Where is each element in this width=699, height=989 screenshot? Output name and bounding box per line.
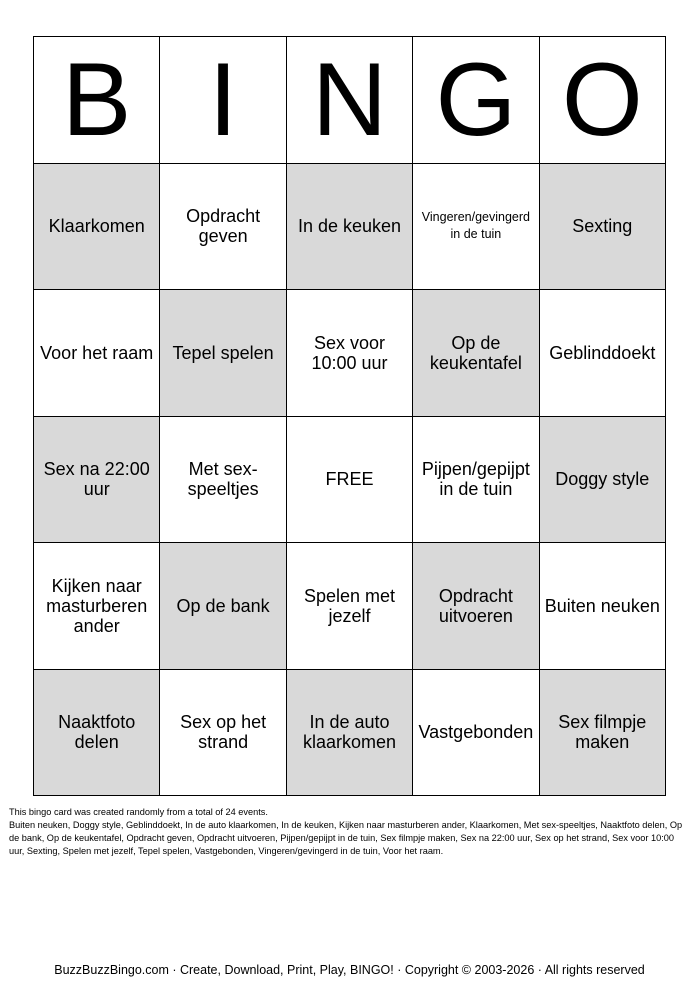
bingo-cell: In de auto klaarkomen [287,670,413,797]
bingo-cell: Spelen met jezelf [287,543,413,670]
header-letter-b: B [34,37,160,164]
bingo-cell: Sexting [540,164,666,291]
bingo-cell: Pijpen/gepijpt in de tuin [413,417,539,544]
bingo-cell: Sex filmpje maken [540,670,666,797]
card-description-intro: This bingo card was created randomly from a total of 24 events. [9,807,268,817]
bingo-cell: Klaarkomen [34,164,160,291]
bingo-cell: Doggy style [540,417,666,544]
bingo-cell: Buiten neuken [540,543,666,670]
header-letter-n: N [287,37,413,164]
card-description [9,806,689,858]
free-cell: FREE [287,417,413,544]
bingo-cell: Tepel spelen [160,290,286,417]
bingo-cell: Naaktfoto delen [34,670,160,797]
bingo-cell: Kijken naar masturberen ander [34,543,160,670]
bingo-cell: Opdracht uitvoeren [413,543,539,670]
bingo-cell: Vastgebonden [413,670,539,797]
bingo-cell: Op de bank [160,543,286,670]
bingo-cell: Sex op het strand [160,670,286,797]
header-letter-i: I [160,37,286,164]
bingo-cell: Sex voor 10:00 uur [287,290,413,417]
bingo-cell: Op de keukentafel [413,290,539,417]
bingo-cell: Met sex-speeltjes [160,417,286,544]
bingo-cell: Opdracht geven [160,164,286,291]
bingo-cell: Sex na 22:00 uur [34,417,160,544]
bingo-cell: In de keuken [287,164,413,291]
bingo-cell: Vingeren/gevingerd in de tuin [413,164,539,291]
header-letter-g: G [413,37,539,164]
header-letter-o: O [540,37,666,164]
bingo-card [33,36,666,796]
card-event-list: Buiten neuken, Doggy style, Geblinddoekt, In de auto klaarkomen, In de keuken, Kijken naar masturberen ander, Klaarkomen, Met sex-speeltjes, Naaktfoto delen, Op de bank, Op de keukentafel, Opdracht geven, Opdracht uitvoeren, Pijpen/gepijpt in de tuin, Sex filmpje maken, Sex na 22:00 uur, Sex op het strand, Sex voor 10:00 uur, Sexting, Spelen met jezelf, Tepel spelen, Vastgebonden, Vingeren/gevingerd in de tuin, Voor het raam. [9,820,683,856]
bingo-cell: Voor het raam [34,290,160,417]
site-footer: BuzzBuzzBingo.com · Create, Download, Print, Play, BINGO! · Copyright © 2003-2026 · All rights reserved [54,963,645,977]
bingo-cell: Geblinddoekt [540,290,666,417]
